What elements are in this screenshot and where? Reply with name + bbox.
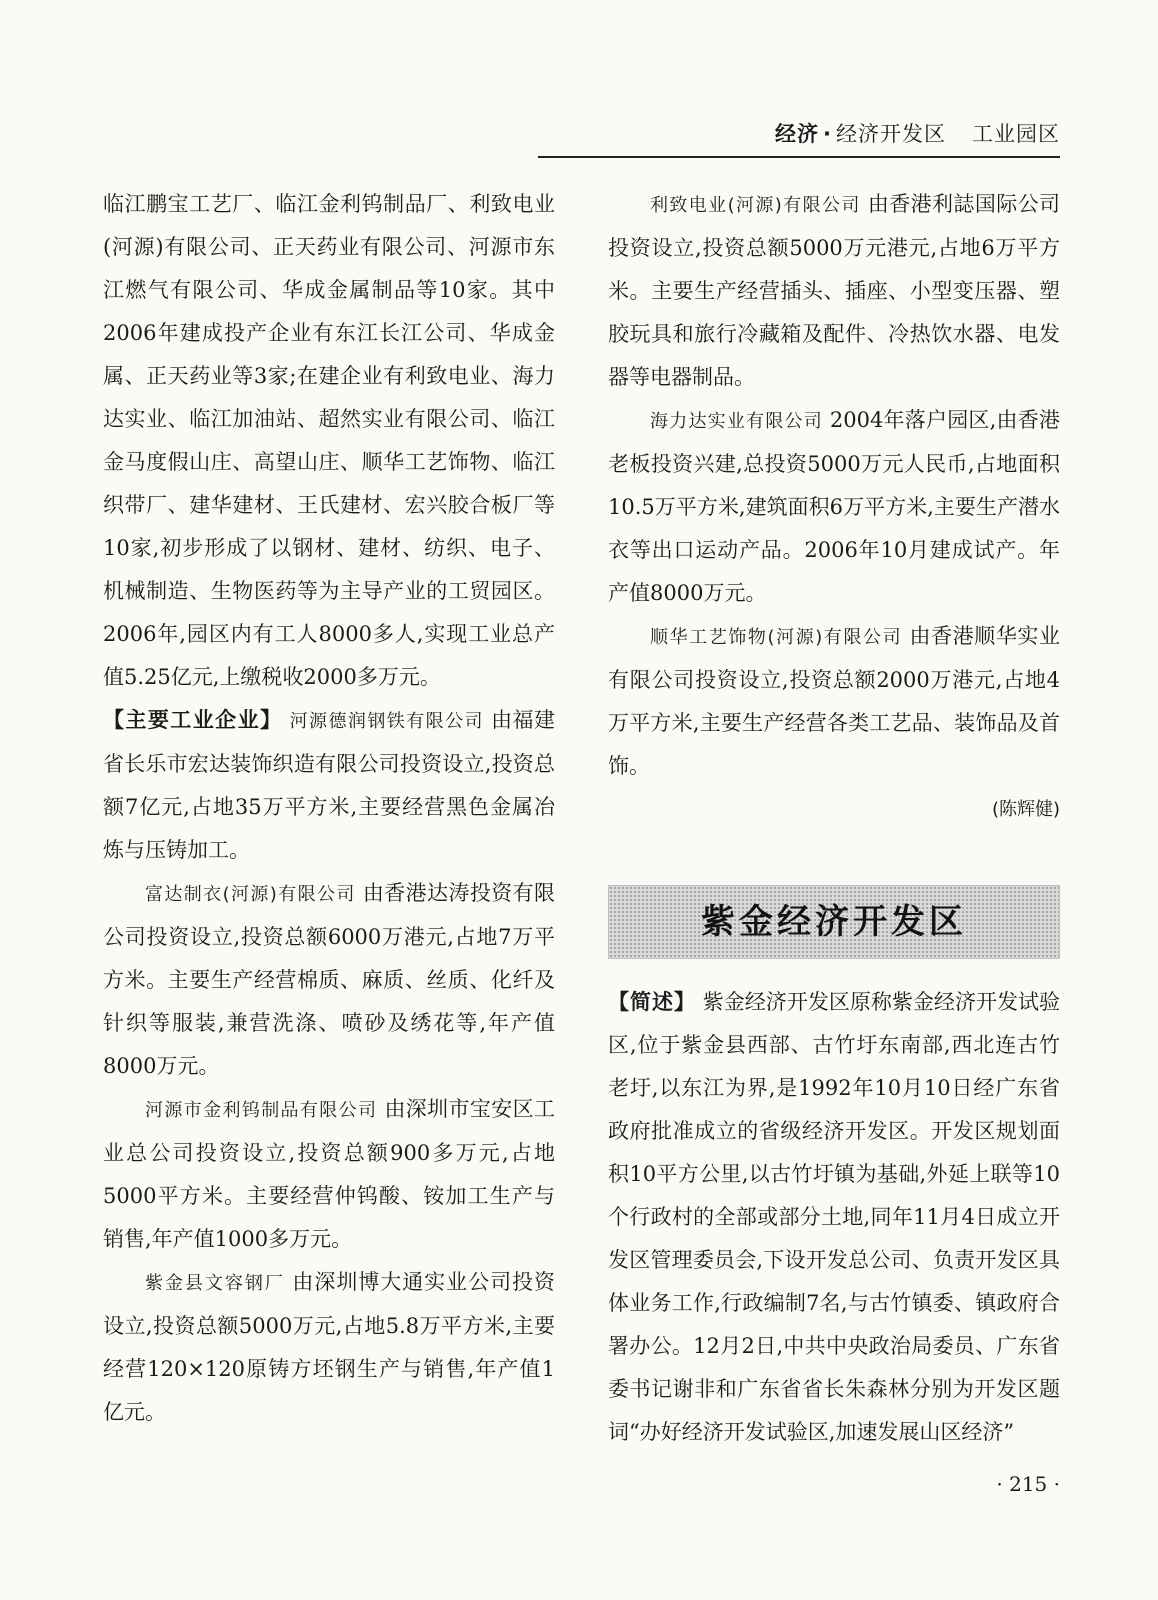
page-number: · 215 · xyxy=(996,1472,1060,1496)
section-title: 紫金经济开发区 xyxy=(701,901,967,942)
left-column xyxy=(103,183,555,1434)
company-entry xyxy=(608,183,1060,399)
company-text: 由深圳博大通实业公司投资设立,投资总额5000万元,占地5.8万平方米,主要经营120×120原铸方坯钢生产与销售,年产值1亿元。 xyxy=(103,1270,555,1424)
company-text: 2004年落户园区,由香港老板投资兴建,总投资5000万元人民币,占地面积10.5万平方米,建筑面积6万平方米,主要生产潜水衣等出口运动产品。2006年10月建成试产。年产值8000万元。 xyxy=(608,408,1060,605)
header-rule xyxy=(538,156,1060,158)
section-title-banner xyxy=(608,885,1060,959)
company-entry xyxy=(103,1088,555,1261)
header-main: 经济 xyxy=(775,122,820,146)
author-credit: (陈辉健) xyxy=(991,799,1060,820)
summary-text: 紫金经济开发区原称紫金经济开发试验区,位于紫金县西部、古竹圩东南部,西北连古竹老圩,以东江为界,是1992年10月10日经广东省政府批准成立的省级经济开发区。开发区规划面积10平方公里,以古竹圩镇为基础,外延上联等10个行政村的全部或部分土地,同年11月4日成立开发区管理委员会,下设开发总公司、负责开发区具体业务工作,行政编制7名,与古竹镇委、镇政府合署办公。12月2日,中共中央政治局委员、广东省委书记谢非和广东省省长朱森林分别为开发区题词“办好经济开发试验区,加速发展山区经济” xyxy=(608,990,1061,1444)
company-text: 由香港达涛投资有限公司投资设立,投资总额6000万港元,占地7万平方米。主要生产经营棉质、麻质、丝质、化纤及针织等服装,兼营洗涤、喷砂及绣花等,年产值8000万元。 xyxy=(103,881,556,1078)
summary-tag: 【简述】 xyxy=(608,990,697,1014)
running-header xyxy=(540,118,1060,152)
intro-paragraph: 临江鹏宝工艺厂、临江金利钨制品厂、利致电业(河源)有限公司、正天药业有限公司、河源市东江燃气有限公司、华成金属制品等10家。其中2006年建成投产企业有东江长江公司、华成金属、正天药业等3家;在建企业有利致电业、海力达实业、临江加油站、超然实业有限公司、临江金马度假山庄、高望山庄、顺华工艺饰物、临江织带厂、建华建材、王氏建材、宏兴胶合板厂等10家,初步形成了以钢材、建材、纺织、电子、机械制造、生物医药等为主导产业的工贸园区。2006年,园区内有工人8000多人,实现工业总产值5.25亿元,上缴税收2000多万元。 xyxy=(103,192,555,689)
header-sub: 经济开发区 xyxy=(836,122,946,146)
company-name: 顺华工艺饰物(河源)有限公司 xyxy=(650,627,903,648)
company-name: 富达制衣(河源)有限公司 xyxy=(145,884,356,905)
company-name: 利致电业(河源)有限公司 xyxy=(650,195,861,216)
right-column xyxy=(608,183,1060,1454)
company-name: 紫金县文容钢厂 xyxy=(145,1273,285,1294)
company-name: 河源德润钢铁有限公司 xyxy=(289,711,484,732)
company-name: 河源市金利钨制品有限公司 xyxy=(145,1100,378,1121)
company-entry xyxy=(103,1261,555,1434)
company-entry xyxy=(608,399,1060,615)
company-entry xyxy=(608,615,1060,788)
company-entry xyxy=(103,699,555,872)
company-entry xyxy=(103,872,555,1088)
section-tag: 【主要工业企业】 xyxy=(103,708,283,732)
company-text: 由福建省长乐市宏达装饰织造有限公司投资设立,投资总额7亿元,占地35万平方米,主要经营黑色金属冶炼与压铸加工。 xyxy=(103,708,555,862)
company-text: 由香港顺华实业有限公司投资设立,投资总额2000万港元,占地4万平方米,主要生产经营各类工艺品、装饰品及首饰。 xyxy=(608,624,1061,778)
company-name: 海力达实业有限公司 xyxy=(650,411,823,432)
header-right: 工业园区 xyxy=(972,122,1060,146)
header-separator: · xyxy=(823,122,832,146)
company-text: 由香港利誌国际公司投资设立,投资总额5000万元港元,占地6万平方米。主要生产经营插头、插座、小型变压器、塑胶玩具和旅行冷藏箱及配件、冷热饮水器、电发器等电器制品。 xyxy=(608,192,1061,389)
company-text: 由深圳市宝安区工业总公司投资设立,投资总额900多万元,占地5000平方米。主要经营仲钨酸、铵加工生产与销售,年产值1000多万元。 xyxy=(103,1097,555,1251)
summary-paragraph xyxy=(608,981,1060,1454)
